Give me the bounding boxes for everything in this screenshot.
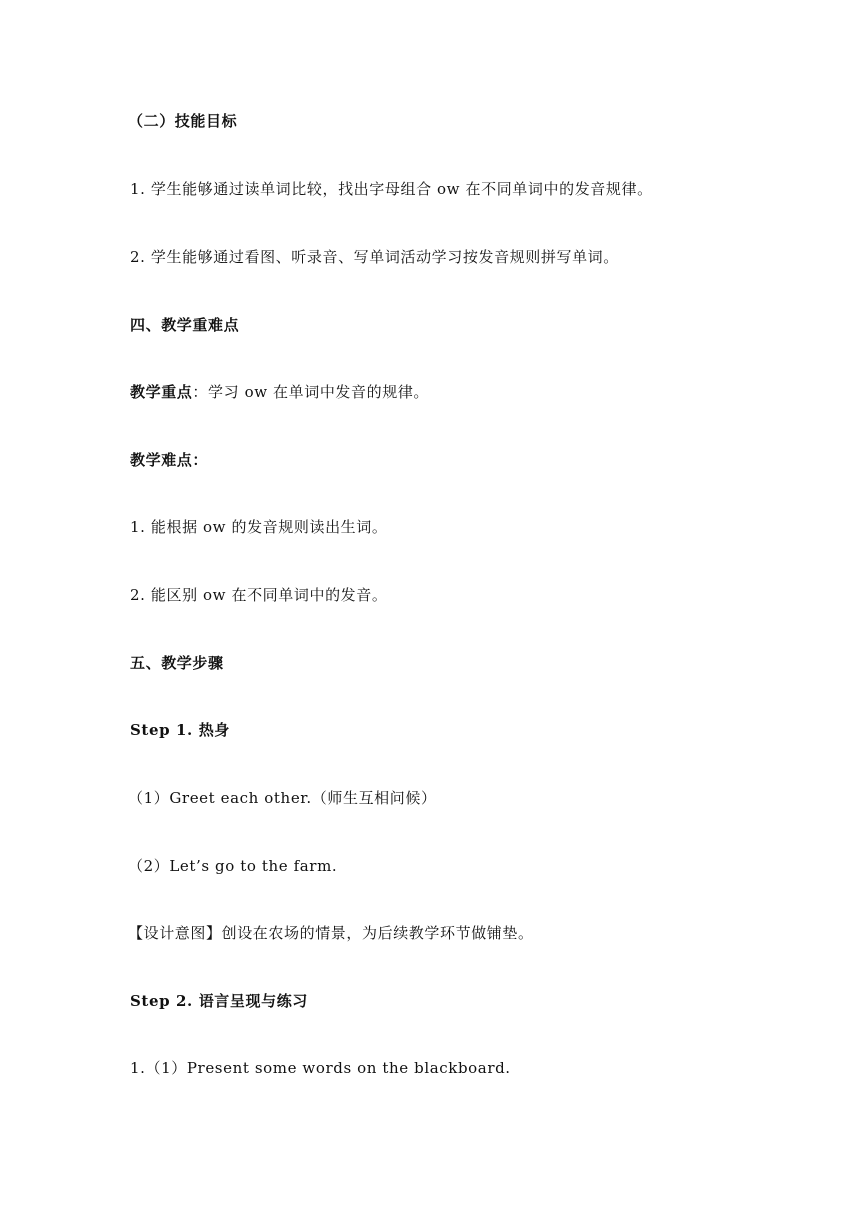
key-point-text: ：学习 ow 在单词中发音的规律。 <box>192 383 430 401</box>
paragraph-difficulty-2: 2. 能区别 ow 在不同单词中的发音。 <box>130 586 388 604</box>
step-1-heading <box>130 720 230 740</box>
paragraph-difficulty-1: 1. 能根据 ow 的发音规则读出生词。 <box>130 518 388 536</box>
difficult-points-label: 教学难点： <box>130 451 209 469</box>
step-2-label: Step 2. <box>130 992 193 1010</box>
section-heading-skill-goals: （二）技能目标 <box>128 112 238 130</box>
paragraph-skill-goal-1: 1. 学生能够通过读单词比较，找出字母组合 ow 在不同单词中的发音规律。 <box>130 180 653 198</box>
step-2-title: 语言呈现与练习 <box>192 992 308 1010</box>
paragraph-greet: （1）Greet each other.（师生互相问候） <box>128 789 437 807</box>
paragraph-key-point <box>130 382 429 402</box>
step-2-heading <box>130 991 308 1011</box>
paragraph-farm: （2）Let’s go to the farm. <box>128 857 338 875</box>
paragraph-skill-goal-2: 2. 学生能够通过看图、听录音、写单词活动学习按发音规则拼写单词。 <box>130 248 619 266</box>
section-heading-teaching-steps: 五、教学步骤 <box>130 654 224 672</box>
section-heading-key-points: 四、教学重难点 <box>130 316 240 334</box>
paragraph-present-words: 1.（1）Present some words on the blackboard. <box>130 1059 511 1077</box>
step-1-label: Step 1. <box>130 721 193 739</box>
paragraph-design-intent: 【设计意图】创设在农场的情景，为后续教学环节做铺垫。 <box>128 924 534 942</box>
step-1-title: 热身 <box>192 721 230 739</box>
key-point-label: 教学重点 <box>130 383 193 401</box>
